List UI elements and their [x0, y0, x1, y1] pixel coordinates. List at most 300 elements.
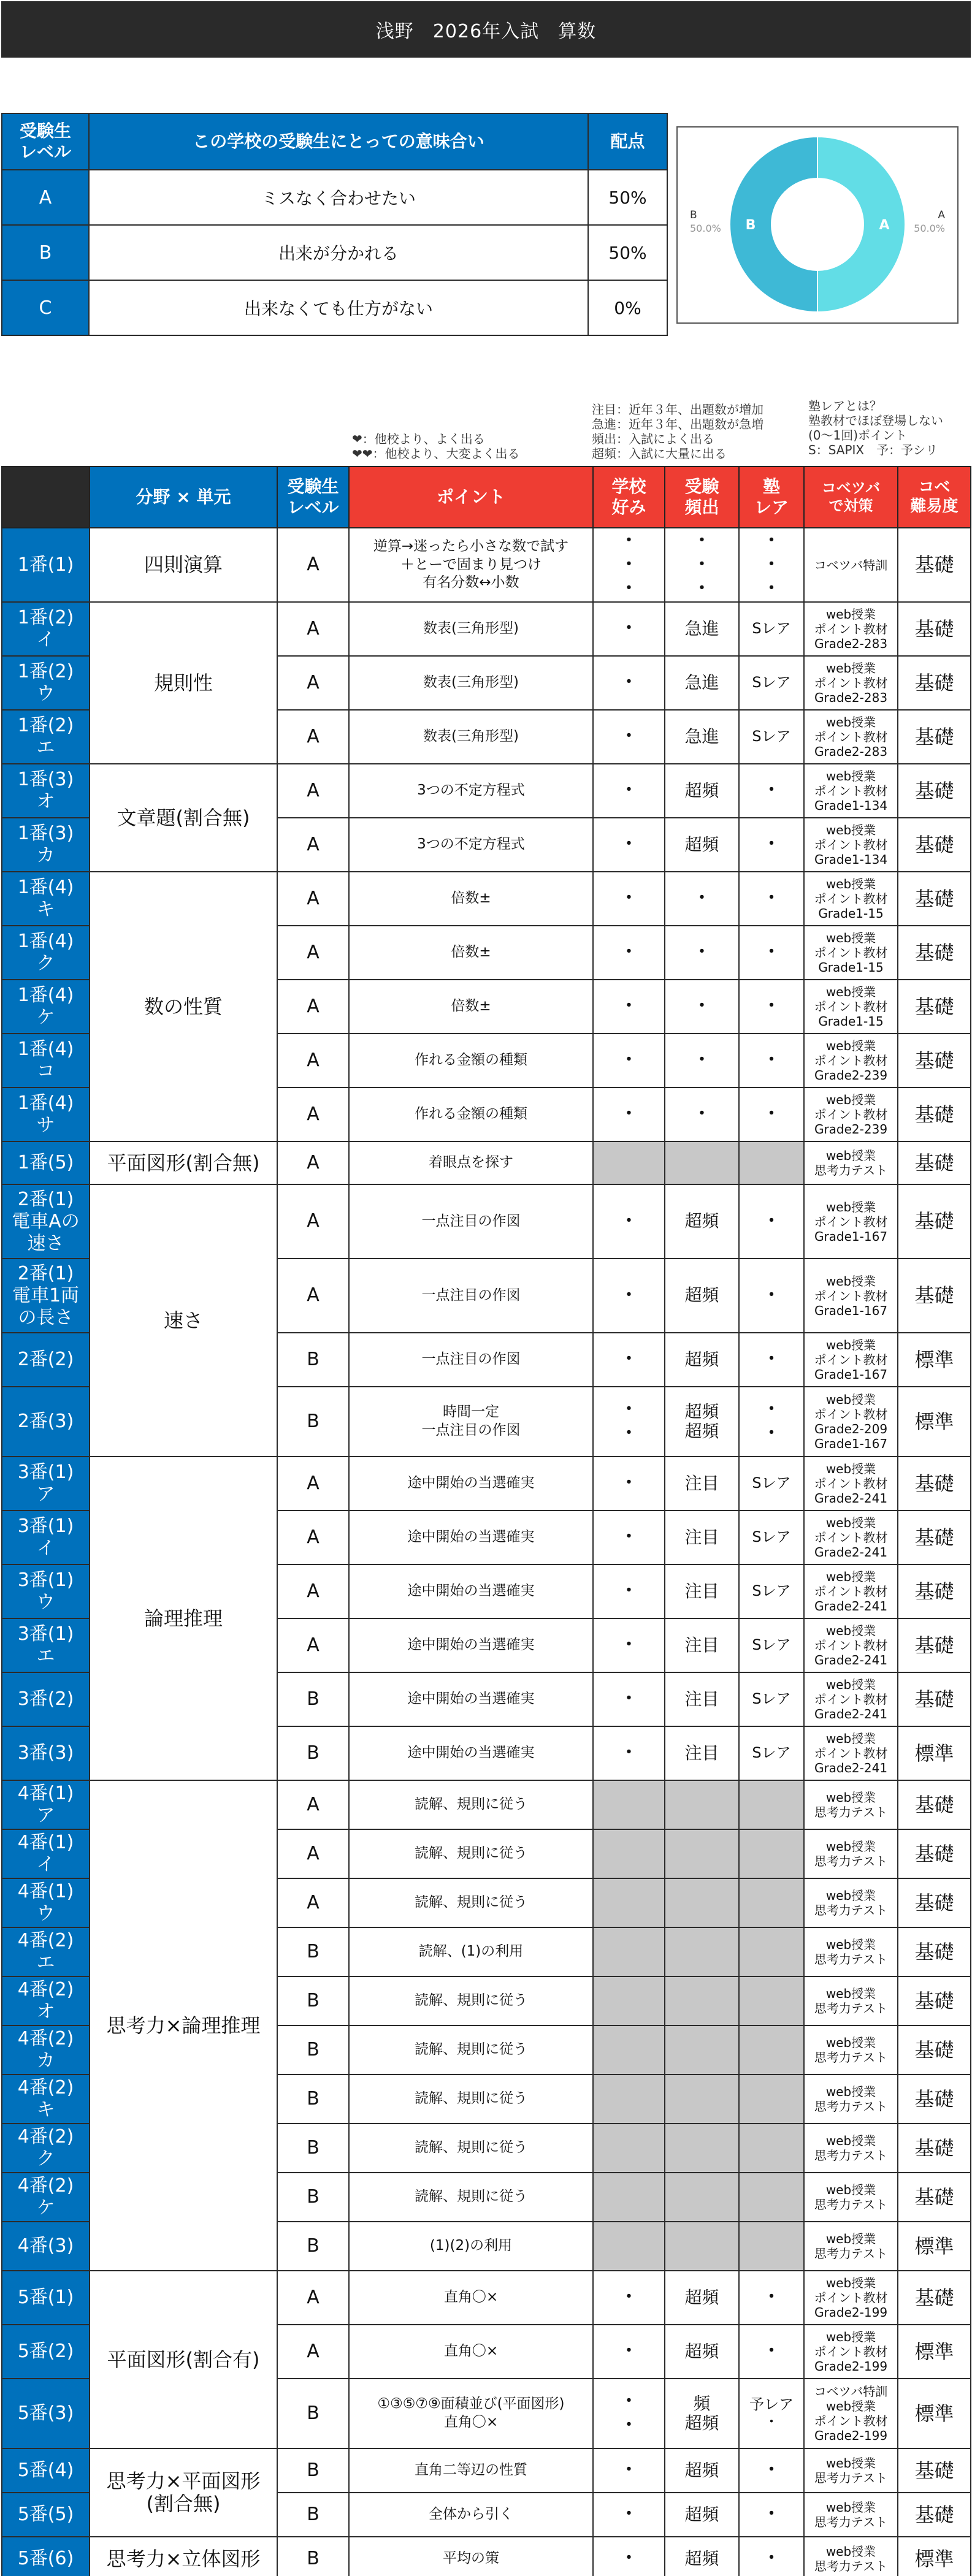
level-cell: A: [277, 1184, 349, 1259]
point-cell: 倍数±: [349, 980, 593, 1034]
point-cell: 全体から引く: [349, 2493, 593, 2537]
taisaku-cell: web授業 ポイント教材 Grade1-15: [804, 872, 898, 926]
frequency-cell: [665, 2222, 739, 2271]
difficulty-cell: 基礎: [898, 2271, 971, 2325]
point-cell: 直角二等辺の性質: [349, 2448, 593, 2493]
frequency-cell: ・: [665, 926, 739, 980]
difficulty-cell: 基礎: [898, 1259, 971, 1333]
donut-slice-A: [817, 137, 905, 312]
frequency-cell: 注目: [665, 1726, 739, 1780]
school-like-cell: ・: [593, 710, 665, 764]
point-cell: 読解、規則に従う: [349, 1829, 593, 1878]
difficulty-cell: 基礎: [898, 2173, 971, 2222]
score-cell: 0%: [588, 280, 667, 335]
point-cell: 作れる金額の種類: [349, 1088, 593, 1141]
point-cell: 一点注目の作図: [349, 1333, 593, 1387]
question-number-cell: 4番(2) エ: [2, 1927, 90, 1976]
table-row: [2, 1141, 971, 1184]
level-header: 受験生 レベル: [2, 113, 89, 170]
col-header-difficulty: コベ 難易度: [898, 467, 971, 528]
table-row: [2, 602, 971, 656]
question-number-cell: 1番(4) キ: [2, 872, 90, 926]
frequency-cell: [665, 2075, 739, 2124]
table-row: [2, 872, 971, 926]
level-cell: A: [277, 1829, 349, 1878]
table-row: [2, 528, 971, 602]
school-like-cell: ・: [593, 872, 665, 926]
meaning-cell: 出来なくても仕方がない: [89, 280, 588, 335]
level-cell: A: [2, 170, 89, 225]
frequency-cell: 超頻: [665, 2493, 739, 2537]
difficulty-cell: 基礎: [898, 872, 971, 926]
question-number-cell: 1番(3) カ: [2, 818, 90, 872]
meaning-cell: ミスなく合わせたい: [89, 170, 588, 225]
donut-inner-label: A: [879, 218, 890, 233]
school-like-cell: ・ ・: [593, 2379, 665, 2448]
frequency-cell: 超頻: [665, 2271, 739, 2325]
point-cell: 途中開始の当選確実: [349, 1511, 593, 1564]
donut-outer-label: B: [690, 209, 697, 221]
school-like-cell: ・: [593, 602, 665, 656]
question-number-cell: 5番(3): [2, 2379, 90, 2448]
point-cell: 時間一定 一点注目の作図: [349, 1387, 593, 1457]
difficulty-cell: 基礎: [898, 2025, 971, 2075]
question-number-cell: 1番(2) ウ: [2, 656, 90, 710]
unit-cell: 数の性質: [90, 872, 277, 1141]
difficulty-cell: 基礎: [898, 1088, 971, 1141]
point-cell: 数表(三角形型): [349, 602, 593, 656]
frequency-cell: 超頻 超頻: [665, 1387, 739, 1457]
score-cell: 50%: [588, 225, 667, 280]
unit-cell: 思考力×論理推理: [90, 1780, 277, 2271]
taisaku-cell: web授業 ポイント教材 Grade1-134: [804, 818, 898, 872]
rare-cell: ・ ・ ・: [739, 528, 804, 602]
difficulty-cell: 基礎: [898, 1976, 971, 2025]
rare-cell: Sレア: [739, 1726, 804, 1780]
point-cell: 途中開始の当選確実: [349, 1618, 593, 1672]
school-like-cell: [593, 1141, 665, 1184]
school-like-cell: [593, 1878, 665, 1927]
point-cell: 途中開始の当選確実: [349, 1672, 593, 1726]
question-number-cell: 4番(1) ア: [2, 1780, 90, 1829]
difficulty-cell: 基礎: [898, 1511, 971, 1564]
difficulty-cell: 基礎: [898, 602, 971, 656]
level-cell: A: [277, 1088, 349, 1141]
score-header: 配点: [588, 113, 667, 170]
table-row: [2, 1457, 971, 1511]
question-number-cell: 1番(4) ク: [2, 926, 90, 980]
frequency-cell: 超頻: [665, 764, 739, 818]
taisaku-cell: web授業 ポイント教材 Grade2-209 Grade1-167: [804, 1387, 898, 1457]
frequency-cell: 超頻: [665, 2448, 739, 2493]
rare-cell: [739, 2075, 804, 2124]
unit-cell: 規則性: [90, 602, 277, 764]
taisaku-cell: web授業 ポイント教材 Grade2-199: [804, 2325, 898, 2379]
level-table: [1, 113, 668, 336]
difficulty-cell: 基礎: [898, 926, 971, 980]
difficulty-cell: 基礎: [898, 1672, 971, 1726]
level-row: [2, 280, 667, 335]
donut-value-label: 50.0%: [914, 223, 945, 234]
point-cell: 読解、規則に従う: [349, 2124, 593, 2173]
difficulty-cell: 基礎: [898, 764, 971, 818]
rare-cell: Sレア: [739, 656, 804, 710]
meaning-cell: 出来が分かれる: [89, 225, 588, 280]
difficulty-cell: 標準: [898, 2222, 971, 2271]
level-cell: B: [277, 1387, 349, 1457]
difficulty-cell: 基礎: [898, 1457, 971, 1511]
rare-cell: ・: [739, 1333, 804, 1387]
col-header-school-like: 学校 好み: [593, 467, 665, 528]
frequency-cell: [665, 2124, 739, 2173]
taisaku-cell: web授業 ポイント教材 Grade2-283: [804, 656, 898, 710]
difficulty-cell: 基礎: [898, 528, 971, 602]
level-row: [2, 225, 667, 280]
question-number-cell: 2番(1) 電車1両 の長さ: [2, 1259, 90, 1333]
rare-cell: Sレア: [739, 602, 804, 656]
taisaku-cell: web授業 思考力テスト: [804, 1976, 898, 2025]
frequency-cell: ・: [665, 980, 739, 1034]
rare-cell: [739, 2124, 804, 2173]
unit-cell: 平面図形(割合有): [90, 2271, 277, 2448]
frequency-cell: 注目: [665, 1618, 739, 1672]
taisaku-cell: web授業 ポイント教材 Grade1-167: [804, 1333, 898, 1387]
level-cell: B: [277, 2075, 349, 2124]
frequency-cell: 超頻: [665, 1333, 739, 1387]
frequency-cell: 超頻: [665, 818, 739, 872]
school-like-cell: ・: [593, 818, 665, 872]
table-row: [2, 2537, 971, 2576]
taisaku-cell: web授業 思考力テスト: [804, 1927, 898, 1976]
point-cell: 読解、規則に従う: [349, 1878, 593, 1927]
taisaku-cell: web授業 ポイント教材 Grade1-134: [804, 764, 898, 818]
difficulty-cell: 標準: [898, 2325, 971, 2379]
school-like-cell: [593, 1927, 665, 1976]
rare-cell: ・: [739, 2537, 804, 2576]
unit-cell: 文章題(割合無): [90, 764, 277, 872]
difficulty-cell: 基礎: [898, 1141, 971, 1184]
school-like-cell: ・: [593, 2325, 665, 2379]
school-like-cell: [593, 1780, 665, 1829]
col-header-rare: 塾 レア: [739, 467, 804, 528]
rare-cell: 予レア ・: [739, 2379, 804, 2448]
frequency-cell: [665, 2025, 739, 2075]
point-cell: 逆算→迷ったら小さな数で試す ＋とーで固まり見つけ 有名分数↔小数: [349, 528, 593, 602]
point-cell: 読解、規則に従う: [349, 1780, 593, 1829]
rare-cell: ・: [739, 2448, 804, 2493]
taisaku-cell: web授業 ポイント教材 Grade1-15: [804, 980, 898, 1034]
question-number-cell: 1番(2) エ: [2, 710, 90, 764]
col-header-frequency: 受験 頻出: [665, 467, 739, 528]
question-number-cell: 3番(3): [2, 1726, 90, 1780]
level-cell: B: [277, 2379, 349, 2448]
question-number-cell: 2番(2): [2, 1333, 90, 1387]
table-row: [2, 2448, 971, 2493]
taisaku-cell: web授業 ポイント教材 Grade2-239: [804, 1088, 898, 1141]
level-cell: A: [277, 528, 349, 602]
difficulty-cell: 標準: [898, 1333, 971, 1387]
frequency-cell: 注目: [665, 1564, 739, 1618]
frequency-cell: 超頻: [665, 2537, 739, 2576]
level-cell: A: [277, 1457, 349, 1511]
level-cell: B: [277, 2493, 349, 2537]
col-header-level: 受験生 レベル: [277, 467, 349, 528]
level-cell: A: [277, 1564, 349, 1618]
taisaku-cell: web授業 ポイント教材 Grade2-241: [804, 1511, 898, 1564]
frequency-cell: [665, 1141, 739, 1184]
rare-note-2: 塾教材でほぼ登場しない: [808, 413, 943, 428]
question-number-cell: 5番(5): [2, 2493, 90, 2537]
unit-cell: 思考力×立体図形: [90, 2537, 277, 2576]
question-number-cell: 4番(2) カ: [2, 2025, 90, 2075]
level-cell: B: [277, 2537, 349, 2576]
difficulty-cell: 基礎: [898, 1184, 971, 1259]
rare-cell: [739, 1976, 804, 2025]
level-cell: A: [277, 980, 349, 1034]
taisaku-cell: web授業 ポイント教材 Grade2-239: [804, 1034, 898, 1088]
meaning-header: この学校の受験生にとっての意味合い: [89, 113, 588, 170]
level-cell: B: [277, 1927, 349, 1976]
rare-cell: [739, 1141, 804, 1184]
unit-cell: 論理推理: [90, 1457, 277, 1780]
frequency-cell: 注目: [665, 1511, 739, 1564]
point-cell: 3つの不定方程式: [349, 764, 593, 818]
difficulty-cell: 基礎: [898, 1829, 971, 1878]
difficulty-cell: 基礎: [898, 1927, 971, 1976]
table-row: [2, 1780, 971, 1829]
level-cell: B: [277, 2448, 349, 2493]
taisaku-cell: web授業 ポイント教材 Grade1-167: [804, 1184, 898, 1259]
question-number-cell: 1番(1): [2, 528, 90, 602]
level-cell: A: [277, 926, 349, 980]
rare-cell: ・: [739, 1034, 804, 1088]
level-cell: A: [277, 1141, 349, 1184]
taisaku-cell: web授業 思考力テスト: [804, 2124, 898, 2173]
level-cell: A: [277, 872, 349, 926]
rare-cell: [739, 1829, 804, 1878]
school-like-cell: ・: [593, 980, 665, 1034]
school-like-cell: ・: [593, 2271, 665, 2325]
taisaku-cell: web授業 思考力テスト: [804, 1141, 898, 1184]
col-header-taisaku: コベツバ で対策: [804, 467, 898, 528]
difficulty-cell: 基礎: [898, 1780, 971, 1829]
taisaku-cell: web授業 思考力テスト: [804, 1878, 898, 1927]
rare-cell: ・: [739, 1088, 804, 1141]
taisaku-cell: web授業 ポイント教材 Grade2-241: [804, 1726, 898, 1780]
unit-cell: 思考力×平面図形 (割合無): [90, 2448, 277, 2537]
school-like-cell: [593, 1976, 665, 2025]
level-cell: B: [277, 1976, 349, 2025]
taisaku-cell: コベツバ特訓 web授業 ポイント教材 Grade2-199: [804, 2379, 898, 2448]
question-number-cell: 3番(1) イ: [2, 1511, 90, 1564]
question-number-cell: 5番(4): [2, 2448, 90, 2493]
rare-note-3: (0〜1回)ポイント: [808, 428, 908, 443]
level-cell: A: [277, 1259, 349, 1333]
frequency-cell: 超頻: [665, 1259, 739, 1333]
difficulty-cell: 基礎: [898, 980, 971, 1034]
question-number-cell: 5番(6): [2, 2537, 90, 2576]
point-cell: 途中開始の当選確実: [349, 1457, 593, 1511]
frequency-cell: 急進: [665, 602, 739, 656]
school-like-cell: ・: [593, 2448, 665, 2493]
school-like-cell: [593, 2025, 665, 2075]
difficulty-cell: 基礎: [898, 1618, 971, 1672]
rare-cell: Sレア: [739, 1564, 804, 1618]
question-number-cell: 3番(1) ア: [2, 1457, 90, 1511]
donut-inner-label: B: [745, 218, 756, 233]
question-number-cell: 4番(1) ウ: [2, 1878, 90, 1927]
difficulty-cell: 標準: [898, 1726, 971, 1780]
unit-cell: 速さ: [90, 1184, 277, 1457]
school-like-cell: ・: [593, 656, 665, 710]
question-number-cell: 3番(1) ウ: [2, 1564, 90, 1618]
school-like-cell: ・: [593, 1088, 665, 1141]
point-cell: 倍数±: [349, 926, 593, 980]
rare-cell: ・: [739, 2271, 804, 2325]
heart-note-1: ❤：他校より、よく出る: [352, 432, 485, 446]
rare-cell: Sレア: [739, 710, 804, 764]
school-like-cell: ・: [593, 926, 665, 980]
question-number-cell: 1番(2) イ: [2, 602, 90, 656]
table-row: [2, 764, 971, 818]
frequency-cell: 注目: [665, 1457, 739, 1511]
point-cell: 途中開始の当選確実: [349, 1564, 593, 1618]
taisaku-cell: web授業 ポイント教材 Grade1-167: [804, 1259, 898, 1333]
level-cell: B: [277, 2173, 349, 2222]
level-cell: A: [277, 656, 349, 710]
question-number-cell: 4番(2) ケ: [2, 2173, 90, 2222]
school-like-cell: ・: [593, 1333, 665, 1387]
taisaku-cell: web授業 思考力テスト: [804, 2075, 898, 2124]
difficulty-cell: 基礎: [898, 656, 971, 710]
question-number-cell: 2番(1) 電車Aの 速さ: [2, 1184, 90, 1259]
difficulty-cell: 基礎: [898, 1564, 971, 1618]
question-number-cell: 1番(3) オ: [2, 764, 90, 818]
frequency-cell: ・: [665, 872, 739, 926]
level-cell: A: [277, 710, 349, 764]
level-cell: B: [277, 1672, 349, 1726]
frequency-cell: [665, 1829, 739, 1878]
heart-note-2: ❤❤：他校より、大変よく出る: [352, 446, 520, 461]
taisaku-cell: web授業 ポイント教材 Grade2-283: [804, 602, 898, 656]
col-header-unit: 分野 × 単元: [90, 467, 277, 528]
point-cell: 読解、規則に従う: [349, 2075, 593, 2124]
freq-note-4: 超頻：入試に大量に出る: [592, 446, 727, 461]
rare-cell: [739, 2222, 804, 2271]
rare-cell: ・: [739, 926, 804, 980]
frequency-cell: 超頻: [665, 2325, 739, 2379]
donut-value-label: 50.0%: [690, 223, 721, 234]
taisaku-cell: web授業 ポイント教材 Grade2-241: [804, 1618, 898, 1672]
page-title: 浅野 2026年入試 算数: [1, 1, 971, 58]
rare-cell: ・: [739, 2493, 804, 2537]
school-like-cell: ・: [593, 1726, 665, 1780]
rare-cell: ・: [739, 872, 804, 926]
taisaku-cell: web授業 思考力テスト: [804, 2537, 898, 2576]
level-cell: A: [277, 1780, 349, 1829]
col-header-point: ポイント: [349, 467, 593, 528]
point-cell: 読解、(1)の利用: [349, 1927, 593, 1976]
score-cell: 50%: [588, 170, 667, 225]
difficulty-cell: 基礎: [898, 710, 971, 764]
frequency-cell: ・ ・ ・: [665, 528, 739, 602]
frequency-cell: 超頻: [665, 1184, 739, 1259]
level-cell: B: [277, 1726, 349, 1780]
level-cell: A: [277, 1034, 349, 1088]
frequency-cell: [665, 1976, 739, 2025]
school-like-cell: ・: [593, 1034, 665, 1088]
point-cell: 3つの不定方程式: [349, 818, 593, 872]
level-cell: A: [277, 2271, 349, 2325]
school-like-cell: ・: [593, 1259, 665, 1333]
rare-cell: [739, 1878, 804, 1927]
frequency-cell: [665, 2173, 739, 2222]
rare-cell: [739, 2025, 804, 2075]
level-cell: A: [277, 1878, 349, 1927]
point-cell: 作れる金額の種類: [349, 1034, 593, 1088]
frequency-cell: [665, 1927, 739, 1976]
taisaku-cell: web授業 ポイント教材 Grade2-241: [804, 1457, 898, 1511]
difficulty-cell: 基礎: [898, 818, 971, 872]
table-header-row: [2, 467, 971, 528]
point-cell: 読解、規則に従う: [349, 1976, 593, 2025]
question-number-cell: 4番(2) オ: [2, 1976, 90, 2025]
rare-cell: ・ ・: [739, 1387, 804, 1457]
rare-cell: ・: [739, 764, 804, 818]
level-cell: A: [277, 2325, 349, 2379]
point-cell: 数表(三角形型): [349, 710, 593, 764]
taisaku-cell: web授業 思考力テスト: [804, 2493, 898, 2537]
level-row: [2, 170, 667, 225]
donut-outer-label: A: [938, 209, 945, 221]
difficulty-cell: 標準: [898, 2537, 971, 2576]
rare-cell: [739, 1780, 804, 1829]
difficulty-cell: 標準: [898, 1387, 971, 1457]
question-number-cell: 1番(4) ケ: [2, 980, 90, 1034]
question-number-cell: 4番(3): [2, 2222, 90, 2271]
taisaku-cell: コベツバ特訓: [804, 528, 898, 602]
school-like-cell: ・: [593, 2493, 665, 2537]
question-number-cell: 5番(1): [2, 2271, 90, 2325]
donut-svg: [678, 128, 957, 322]
frequency-cell: 頻 超頻: [665, 2379, 739, 2448]
difficulty-cell: 標準: [898, 2379, 971, 2448]
point-cell: 一点注目の作図: [349, 1259, 593, 1333]
freq-note-3: 頻出：入試によく出る: [592, 432, 714, 446]
school-like-cell: ・: [593, 1511, 665, 1564]
point-cell: (1)(2)の利用: [349, 2222, 593, 2271]
level-cell: B: [2, 225, 89, 280]
question-number-cell: 5番(2): [2, 2325, 90, 2379]
school-like-cell: [593, 2075, 665, 2124]
freq-note-1: 注目：近年３年、出題数が増加: [592, 402, 763, 417]
point-cell: ①③⑤⑦⑨面積並び(平面図形) 直角〇×: [349, 2379, 593, 2448]
unit-cell: 平面図形(割合無): [90, 1141, 277, 1184]
level-cell: B: [277, 2222, 349, 2271]
frequency-cell: [665, 1878, 739, 1927]
rare-cell: Sレア: [739, 1672, 804, 1726]
school-like-cell: ・: [593, 1564, 665, 1618]
frequency-cell: [665, 1780, 739, 1829]
point-cell: 直角〇×: [349, 2271, 593, 2325]
point-cell: 一点注目の作図: [349, 1184, 593, 1259]
question-analysis-table: [1, 466, 971, 2576]
school-like-cell: [593, 2222, 665, 2271]
question-number-cell: 4番(2) キ: [2, 2075, 90, 2124]
school-like-cell: ・: [593, 764, 665, 818]
rare-cell: Sレア: [739, 1511, 804, 1564]
rare-cell: ・: [739, 2325, 804, 2379]
